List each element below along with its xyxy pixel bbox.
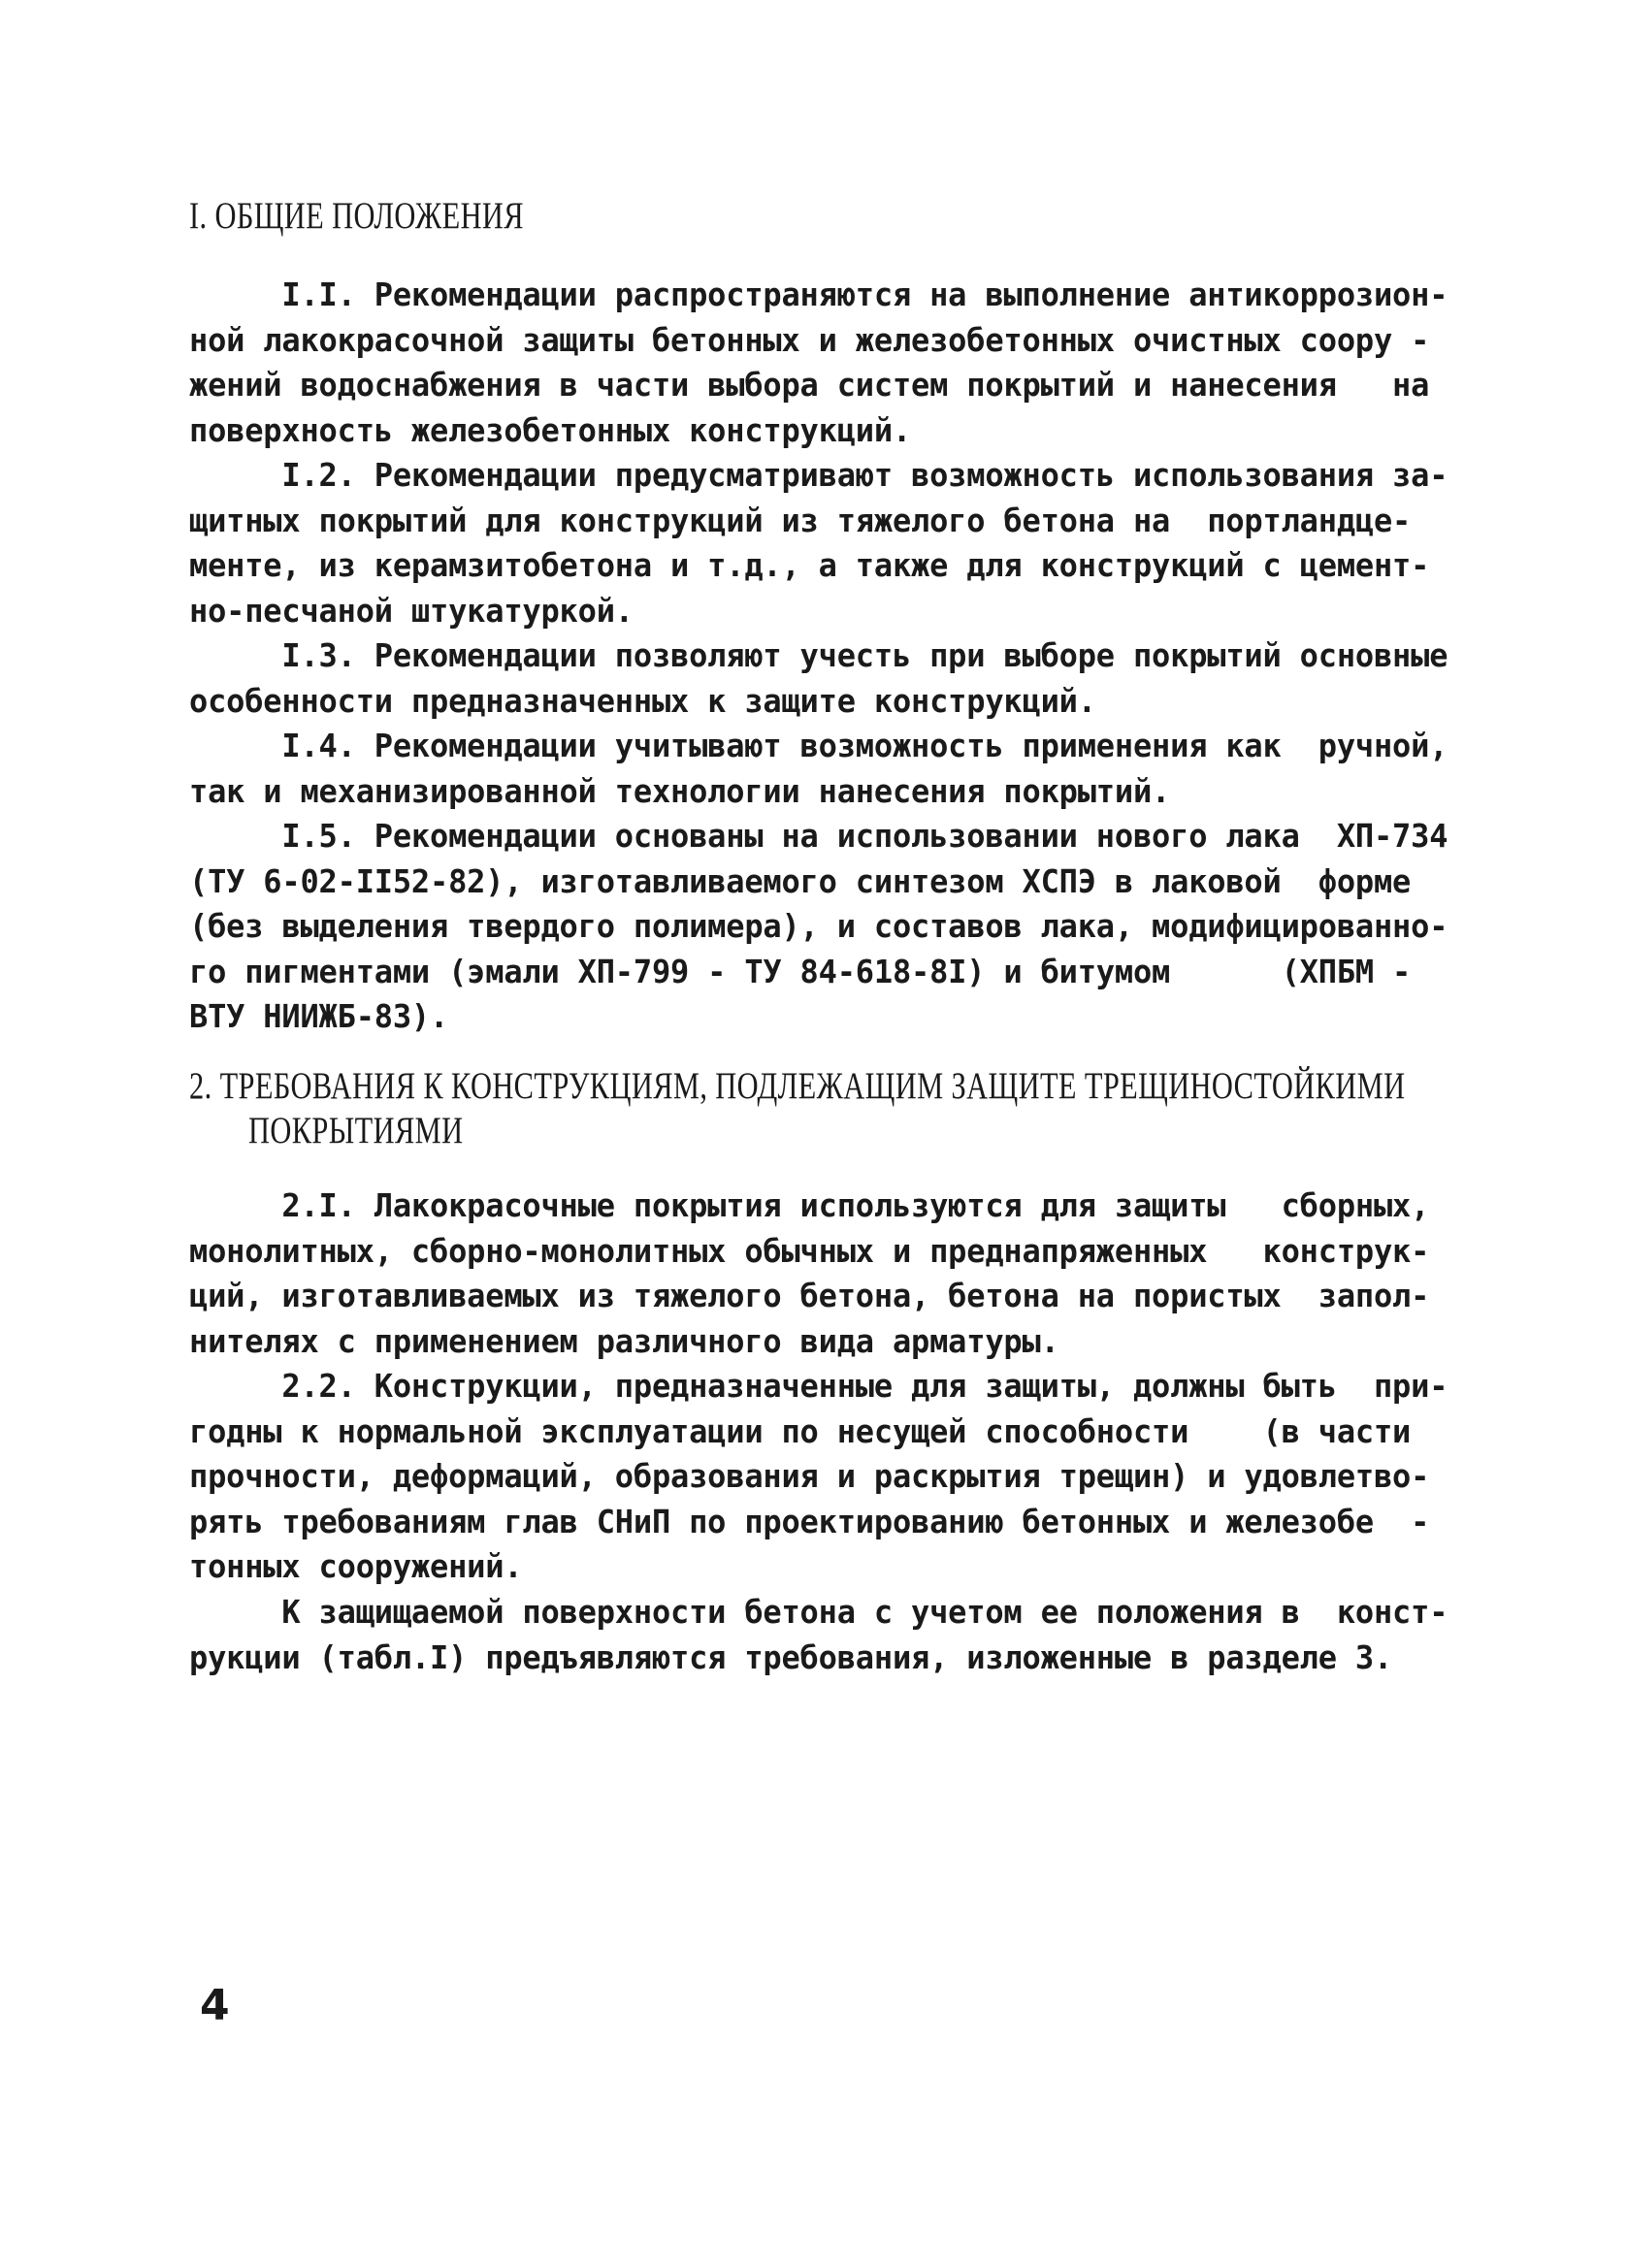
section-2-heading: 2. ТРЕБОВАНИЯ К КОНСТРУКЦИЯМ, ПОДЛЕЖАЩИМ ЗАЩИТЕ ТРЕЩИНОСТОЙКИМИ bbox=[189, 1065, 1406, 1107]
paragraph-1-1 bbox=[189, 273, 1450, 453]
text-line: (без выделения твердого полимера), и составов лака, модифицированно- bbox=[189, 907, 1448, 945]
section-1-heading: I. ОБЩИЕ ПОЛОЖЕНИЯ bbox=[189, 195, 524, 237]
text-line: менте, из керамзитобетона и т.д., а также для конструкций с цемент- bbox=[189, 546, 1430, 584]
text-line: I.2. Рекомендации предусматривают возможность использования за- bbox=[189, 456, 1448, 494]
paragraph-2-1 bbox=[189, 1183, 1450, 1364]
paragraph-1-5 bbox=[189, 814, 1450, 1040]
text-line: 2.2. Конструкции, предназначенные для защиты, должны быть при- bbox=[189, 1367, 1448, 1405]
paragraph-2-2 bbox=[189, 1364, 1450, 1590]
text-line: но-песчаной штукатуркой. bbox=[189, 591, 634, 630]
text-line: годны к нормальной эксплуатации по несущей способности (в части bbox=[189, 1411, 1412, 1450]
text-line: особенности предназначенных к защите конструкций. bbox=[189, 681, 1096, 720]
text-line: тонных сооружений. bbox=[189, 1547, 523, 1585]
text-line: I.3. Рекомендации позволяют учесть при выборе покрытий основные bbox=[189, 636, 1448, 674]
text-line: (ТУ 6-02-II52-82), изготавливаемого синтезом ХСПЭ в лаковой форме bbox=[189, 861, 1412, 900]
text-line: К защищаемой поверхности бетона с учетом ее положения в конст- bbox=[189, 1593, 1448, 1631]
paragraph-1-3 bbox=[189, 633, 1450, 724]
text-line: щитных покрытий для конструкций из тяжелого бетона на портландце- bbox=[189, 501, 1412, 539]
text-line: I.5. Рекомендации основаны на использовании нового лака ХП-734 bbox=[189, 817, 1448, 855]
page-number: 4 bbox=[200, 1981, 230, 2030]
paragraph-2-3 bbox=[189, 1590, 1450, 1680]
text-line: рукции (табл.I) предъявляются требования, изложенные в разделе 3. bbox=[189, 1637, 1393, 1676]
text-line: I.I. Рекомендации распространяются на выполнение антикоррозион- bbox=[189, 275, 1448, 313]
text-line: прочности, деформаций, образования и раскрытия трещин) и удовлетво- bbox=[189, 1457, 1430, 1495]
paragraph-1-4 bbox=[189, 724, 1450, 814]
text-line: 2.I. Лакокрасочные покрытия используются для защиты сборных, bbox=[189, 1186, 1430, 1224]
text-line: го пигментами (эмали ХП-799 - ТУ 84-618-8I) и битумом (ХПБМ - bbox=[189, 952, 1412, 990]
text-line: рять требованиям глав СНиП по проектированию бетонных и железобе - bbox=[189, 1502, 1430, 1540]
text-line: I.4. Рекомендации учитывают возможность применения как ручной, bbox=[189, 727, 1448, 764]
text-line: монолитных, сборно-монолитных обычных и преднапряженных конструк- bbox=[189, 1231, 1430, 1270]
text-line: так и механизированной технологии нанесения покрытий. bbox=[189, 771, 1171, 810]
section-2-heading-continuation: ПОКРЫТИЯМИ bbox=[248, 1110, 464, 1151]
text-line: ной лакокрасочной защиты бетонных и железобетонных очистных соору - bbox=[189, 320, 1430, 359]
text-line: поверхность железобетонных конструкций. bbox=[189, 410, 912, 449]
text-line: нителях с применением различного вида арматуры. bbox=[189, 1321, 1059, 1360]
text-line: ций, изготавливаемых из тяжелого бетона, бетона на пористых запол- bbox=[189, 1277, 1430, 1314]
text-line: ВТУ НИИЖБ-83). bbox=[189, 997, 449, 1035]
paragraph-1-2 bbox=[189, 453, 1450, 633]
text-line: жений водоснабжения в части выбора систем покрытий и нанесения на bbox=[189, 366, 1430, 404]
